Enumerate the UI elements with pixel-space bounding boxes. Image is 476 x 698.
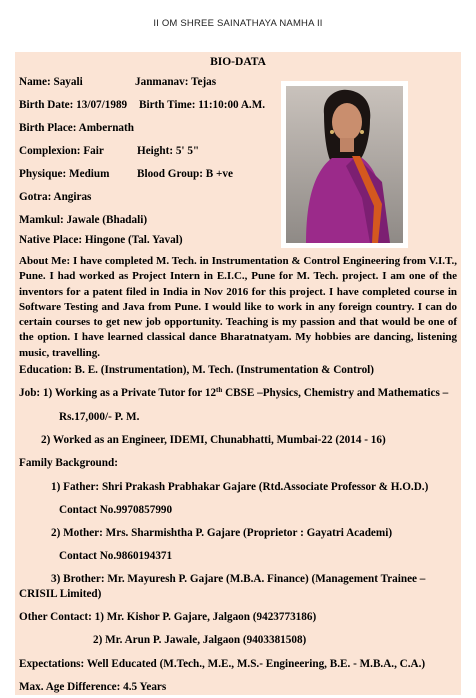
- other-contact-2: 2) Mr. Arun P. Jawale, Jalgaon (9403381508): [93, 634, 307, 646]
- profile-photo-frame: [281, 81, 408, 248]
- biodata-sheet: [15, 52, 461, 695]
- invocation-header: II OM SHREE SAINATHAYA NAMHA II: [153, 18, 323, 29]
- mother-contact: Contact No.9860194371: [59, 550, 173, 562]
- physique-field: Physique: Medium: [19, 168, 110, 180]
- birth-time-field: Birth Time: 11:10:00 A.M.: [139, 99, 266, 111]
- height-field: Height: 5' 5": [137, 145, 200, 157]
- education-field: Education: B. E. (Instrumentation), M. Tech. (Instrumentation & Control): [19, 364, 375, 376]
- complexion-field: Complexion: Fair: [19, 145, 104, 157]
- age-difference-field: Max. Age Difference: 4.5 Years: [19, 681, 167, 693]
- family-heading: Family Background:: [19, 457, 118, 469]
- birth-date-field: Birth Date: 13/07/1989: [19, 99, 128, 111]
- job-1-text-rest: CBSE –Physics, Chemistry and Mathematics –: [222, 387, 449, 399]
- about-me-paragraph: About Me: I have completed M. Tech. in Instrumentation & Control Engineering from V.I.T., Pune. I had worked as Project Intern in E.I.C., Pune for M. Tech. project. I am one of the inventors for a patent filed in India in Nov 2016 for this project. I have completed course in Software Testing and Java from Pune. I would like to work in any foreign country. I can do certain courses to get new job opportunity. Teaching is my passion and that would be one of the option. I have learned classical dance Bharatnatyam. My hobbies are dancing, listening music, travelling.: [19, 255, 457, 359]
- father-line: 1) Father: Shri Prakash Prabhakar Gajare (Rtd.Associate Professor & H.O.D.): [51, 481, 429, 493]
- name-field: Name: Sayali: [19, 76, 83, 88]
- brother-line: 3) Brother: Mr. Mayuresh P. Gajare (M.B.A. Finance) (Management Trainee –: [51, 573, 426, 585]
- job-1-salary: Rs.17,000/- P. M.: [59, 411, 140, 423]
- janmanav-field: Janmanav: Tejas: [135, 76, 217, 88]
- expectations-field: Expectations: Well Educated (M.Tech., M.E., M.S.- Engineering, B.E. - M.B.A., C.A.): [19, 658, 426, 670]
- mother-line: 2) Mother: Mrs. Sharmishtha P. Gajare (Proprietor : Gayatri Academi): [51, 527, 393, 539]
- other-contact-1: Other Contact: 1) Mr. Kishor P. Gajare, Jalgaon (9423773186): [19, 611, 317, 623]
- job-1-text: Job: 1) Working as a Private Tutor for 12: [19, 387, 217, 399]
- blood-group-field: Blood Group: B +ve: [137, 168, 233, 180]
- document-title: BIO-DATA: [210, 56, 266, 68]
- mamkul-field: Mamkul: Jawale (Bhadali): [19, 214, 148, 226]
- father-contact: Contact No.9970857990: [59, 504, 173, 516]
- job-1-superscript: th: [216, 386, 223, 394]
- brother-line-continued: CRISIL Limited): [19, 588, 102, 600]
- job-2-line: 2) Worked as an Engineer, IDEMI, Chunabhatti, Mumbai-22 (2014 - 16): [41, 434, 386, 446]
- gotra-field: Gotra: Angiras: [19, 191, 92, 203]
- native-place-field: Native Place: Hingone (Tal. Yaval): [19, 234, 183, 246]
- profile-photo: [286, 86, 403, 243]
- job-1-line: [19, 387, 448, 399]
- birth-place-field: Birth Place: Ambernath: [19, 122, 134, 134]
